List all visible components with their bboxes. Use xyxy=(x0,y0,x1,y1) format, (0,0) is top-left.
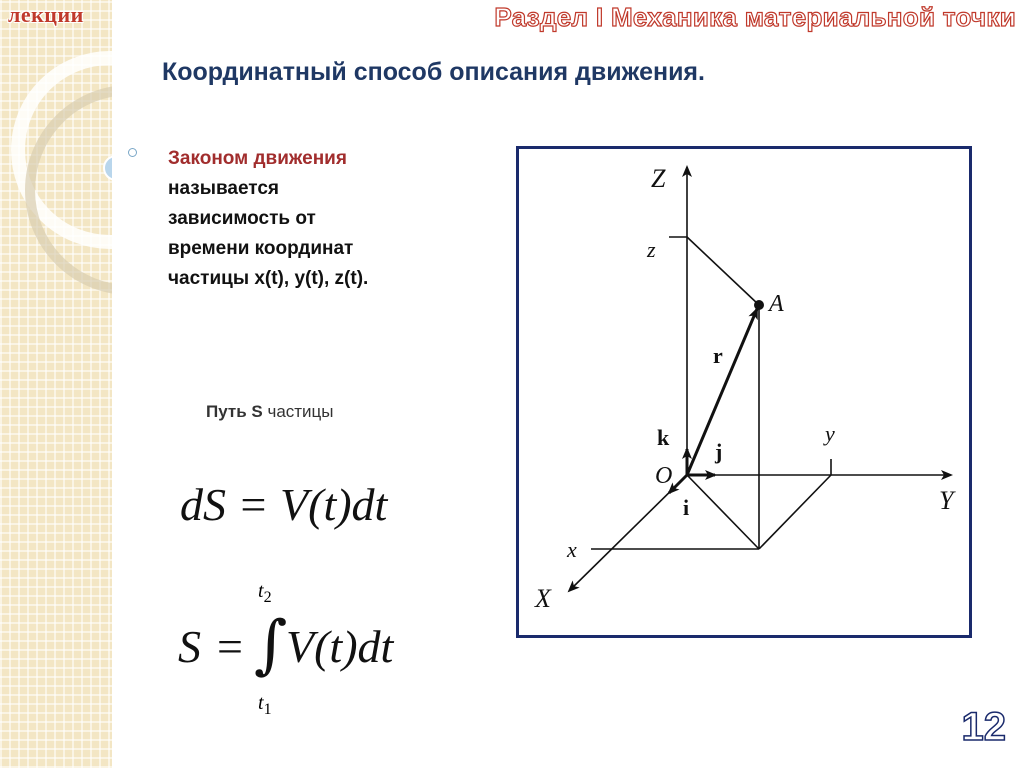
formula-s-lhs: S xyxy=(178,621,201,672)
path-label-symbol: S xyxy=(251,402,263,421)
decorative-arcs xyxy=(0,0,112,768)
label-O: O xyxy=(655,463,673,489)
z-to-a-line xyxy=(687,237,759,305)
path-label-suffix: частицы xyxy=(262,402,334,421)
label-X: X xyxy=(535,584,551,613)
point-a xyxy=(754,300,764,310)
lectures-label: лекции xyxy=(8,2,84,27)
path-label-prefix: Путь xyxy=(206,402,252,421)
label-x: x xyxy=(567,537,577,562)
label-r: r xyxy=(713,343,723,368)
bullet-definition xyxy=(168,144,488,294)
bullet-line: называется xyxy=(168,178,279,199)
bullet-icon xyxy=(128,148,137,157)
slide-title: Координатный способ описания движения. xyxy=(162,58,705,86)
label-Y: Y xyxy=(939,486,954,515)
page-number: 12 xyxy=(961,705,1006,749)
bullet-line: времени координат xyxy=(168,238,354,259)
bullet-term: Законом движения xyxy=(168,148,347,169)
formula-ds: dS = V(t)dt xyxy=(180,479,388,530)
left-decorative-strip xyxy=(0,0,112,768)
coordinate-diagram-svg xyxy=(519,149,969,635)
formula-s-integrand: V(t)dt xyxy=(286,621,394,672)
label-z: z xyxy=(647,237,656,262)
integral-upper-limit: $t_2$ xyxy=(258,580,272,606)
formula-s-equals: = xyxy=(217,621,243,672)
label-i: i xyxy=(683,495,690,520)
integral-lower-limit: $t_1$ xyxy=(258,692,272,718)
bullet-line: частицы x(t), y(t), z(t). xyxy=(168,268,369,289)
label-A: A xyxy=(769,291,784,317)
bullet-line: зависимость от xyxy=(168,208,316,229)
label-y: y xyxy=(825,421,835,446)
projection-to-y xyxy=(759,475,831,549)
path-label xyxy=(206,402,334,422)
integral-sign: ∫ xyxy=(254,608,288,682)
label-k: k xyxy=(657,425,670,450)
section-title: Раздел I Механика материальной точки xyxy=(494,2,1016,32)
label-j: j xyxy=(715,439,723,464)
label-Z: Z xyxy=(651,164,666,193)
coordinate-diagram xyxy=(516,146,972,638)
o-to-projection xyxy=(687,475,759,549)
